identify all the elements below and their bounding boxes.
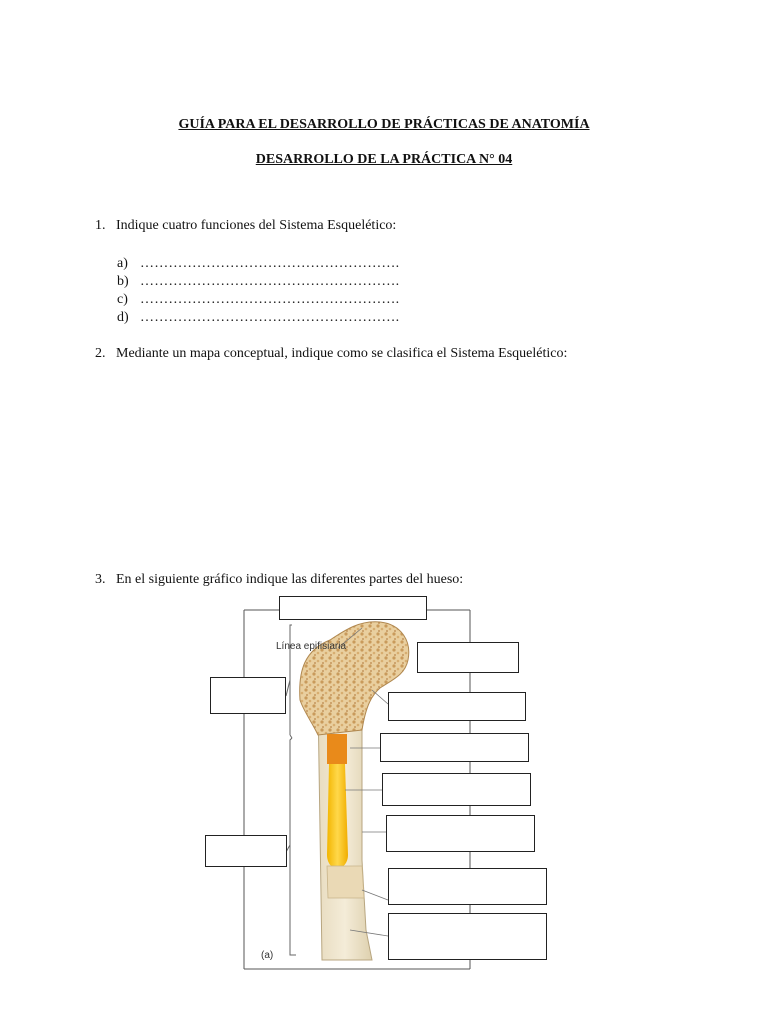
label-box-right-6[interactable] — [388, 868, 547, 905]
answer-blank[interactable]: ………………………………………………. — [140, 274, 400, 289]
label-box-right-2[interactable] — [388, 692, 526, 721]
answer-letter: d) — [117, 310, 129, 325]
answer-letter: c) — [117, 292, 128, 307]
answer-letter: a) — [117, 256, 128, 271]
label-box-right-4[interactable] — [382, 773, 531, 806]
answer-blank[interactable]: ………………………………………………. — [140, 256, 400, 271]
medullary-cavity — [327, 764, 348, 870]
bracket-lines — [286, 625, 296, 955]
lower-shaft — [327, 866, 364, 898]
answer-blank[interactable]: ………………………………………………. — [140, 310, 400, 325]
answer-letter: b) — [117, 274, 129, 289]
label-box-right-5[interactable] — [386, 815, 535, 852]
label-box-right-7[interactable] — [388, 913, 547, 960]
label-box-top[interactable] — [279, 596, 427, 620]
question-number: 1. — [95, 218, 106, 233]
label-box-right-1[interactable] — [417, 642, 519, 673]
panel-label: (a) — [261, 950, 274, 961]
page-subtitle: DESARROLLO DE LA PRÁCTICA N° 04 — [255, 152, 513, 167]
question-text: En el siguiente gráfico indique las diferentes partes del hueso: — [116, 572, 464, 587]
label-box-left-1[interactable] — [210, 677, 286, 714]
question-text: Indique cuatro funciones del Sistema Esquelético: — [116, 218, 397, 233]
label-box-right-3[interactable] — [380, 733, 529, 762]
epiphyseal-line-label: Línea epifisiaria — [276, 641, 347, 652]
question-text: Mediante un mapa conceptual, indique como se clasifica el Sistema Esquelético: — [116, 346, 568, 361]
question-number: 3. — [95, 572, 106, 587]
answer-blank[interactable]: ………………………………………………. — [140, 292, 400, 307]
red-marrow — [327, 734, 347, 764]
question-number: 2. — [95, 346, 106, 361]
page-title: GUÍA PARA EL DESARROLLO DE PRÁCTICAS DE ANATOMÍA — [178, 117, 590, 132]
label-box-left-2[interactable] — [205, 835, 287, 867]
